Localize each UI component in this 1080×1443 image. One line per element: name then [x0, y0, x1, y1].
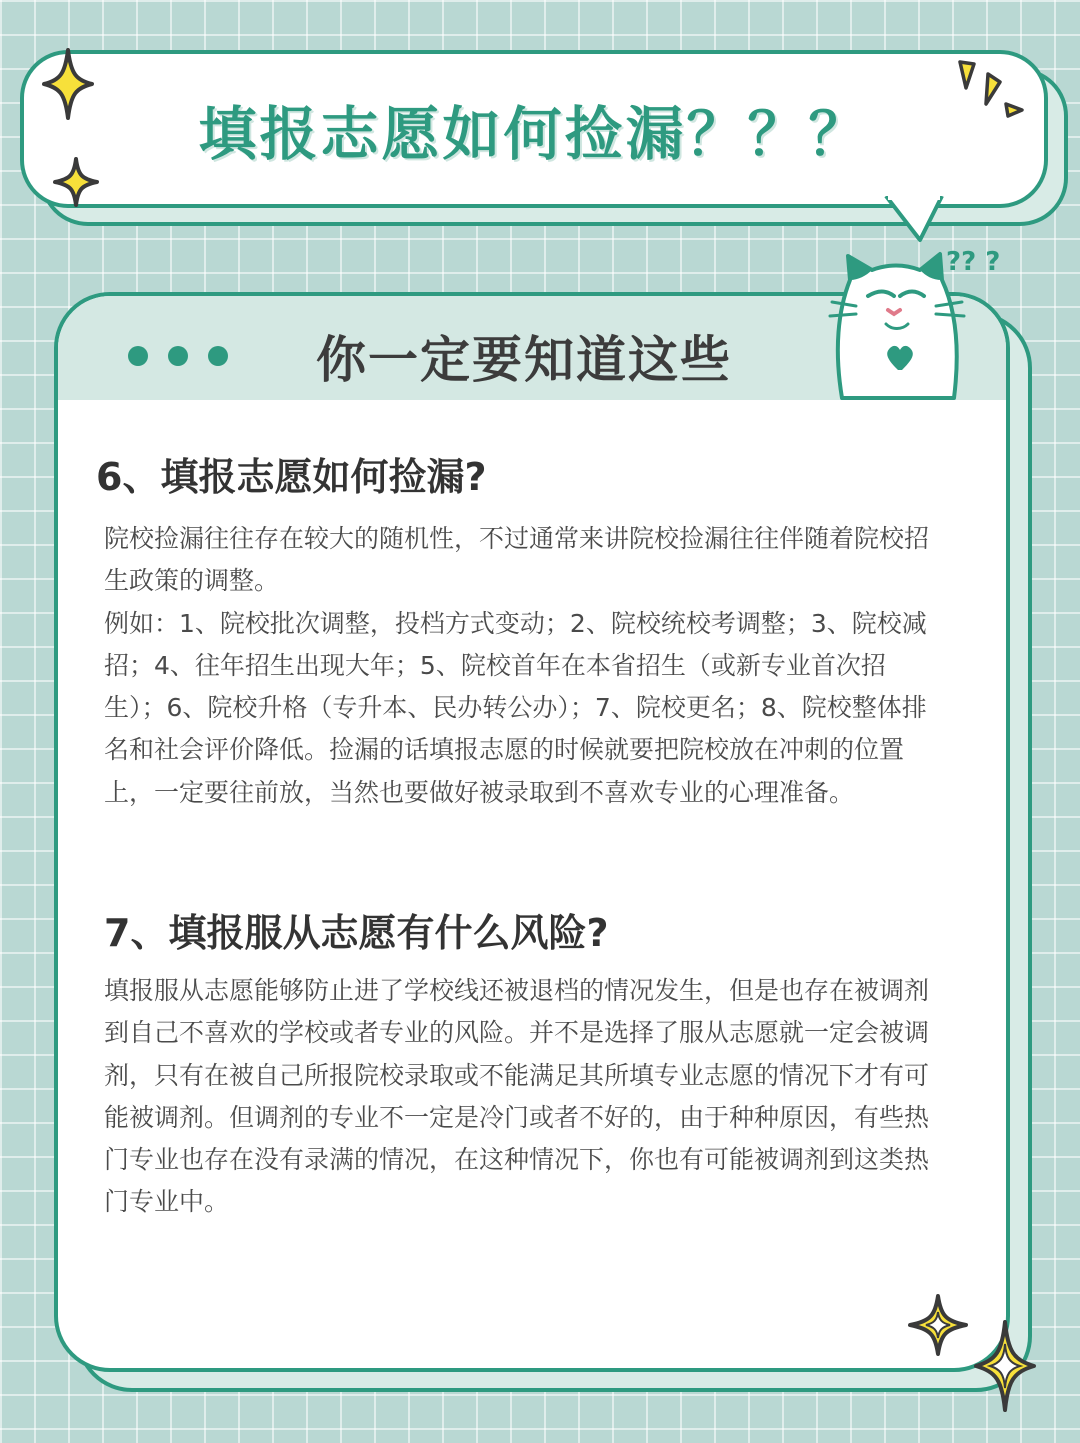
dots-icon — [128, 346, 148, 366]
dots-icon — [168, 346, 188, 366]
dots-icon — [208, 346, 228, 366]
paragraph: 院校捡漏往往存在较大的随机性，不过通常来讲院校捡漏往往伴随着院校招生政策的调整。 — [104, 524, 930, 596]
cat-icon — [828, 240, 1008, 400]
page-title: 填报志愿如何捡漏？？？ — [198, 100, 870, 168]
paragraph: 填报服从志愿能够防止进了学校线还被退档的情况发生，但是也存在被调剂到自己不喜欢的学校或者专业的风险。并不是选择了服从志愿就一定会被调剂，只有在被自己所报院校录取或不能满足其所填专业志愿的情况下才有可能被调剂。但调剂的专业不一定是冷门或者不好的，由于种种原因，有些热门专业也存在没有录满的情况，在这种情况下，你也有可能被调剂到这类热门专业中。 — [104, 976, 930, 1217]
section-heading: 7、填报服从志愿有什么风险? — [104, 911, 609, 955]
paragraph: 例如：1、院校批次调整，投档方式变动；2、院校统校考调整；3、院校减招；4、往年招生出现大年；5、院校首年在本省招生（或新专业首次招生）；6、院校升格（专升本、民办转公办）；7、院校更名；8、院校整体排名和社会评价降低。捡漏的话填报志愿的时候就要把院校放在冲刺的位置上，一定要往前放，当然也要做好被录取到不喜欢专业的心理准备。 — [104, 608, 927, 807]
sparkle-icon — [52, 156, 100, 208]
card-header-title: 你一定要知道这些 — [316, 331, 732, 389]
section-heading: 6、填报志愿如何捡漏? — [96, 455, 487, 499]
sparkle-icon — [906, 1292, 970, 1358]
dash-marks-icon — [950, 54, 1030, 124]
cat-marks: ?? ? — [946, 247, 1001, 277]
sparkle-icon — [40, 46, 96, 122]
section-body — [104, 518, 944, 814]
content-card — [54, 292, 1010, 1372]
sparkle-icon — [972, 1318, 1038, 1414]
section-body — [104, 970, 944, 1224]
